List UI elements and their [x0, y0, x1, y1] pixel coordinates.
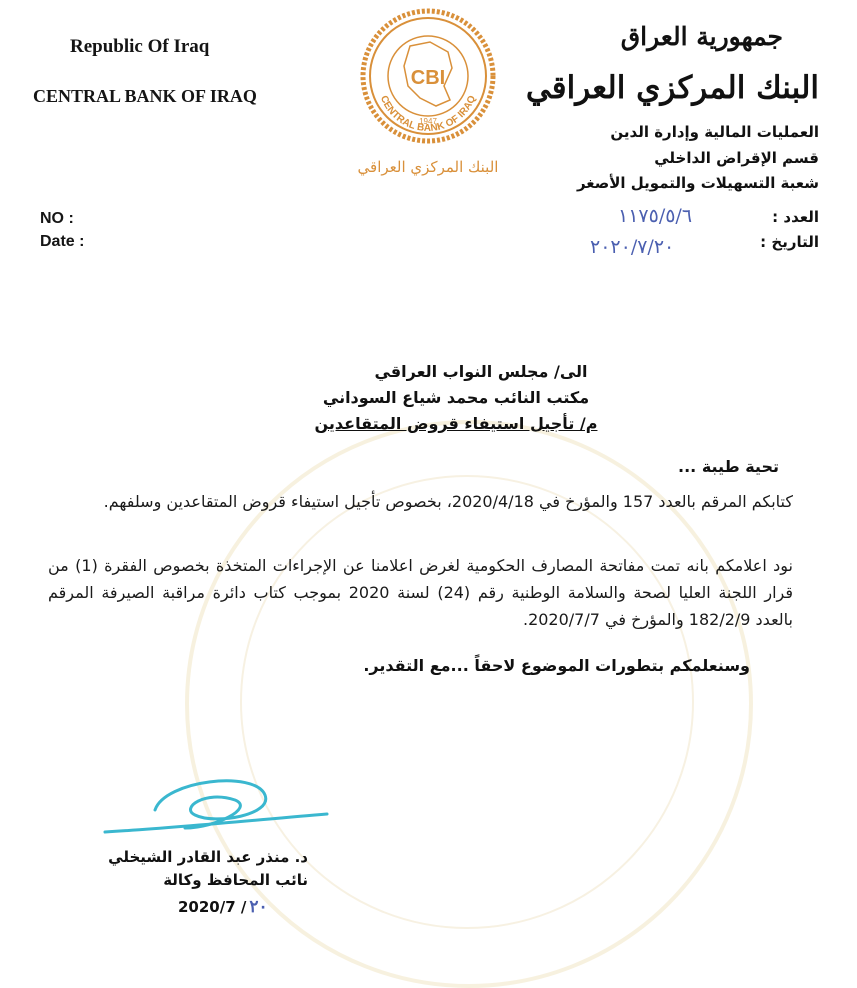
signatory-title: نائب المحافظ وكالة: [163, 871, 308, 889]
number-value-handwritten: ١١٧٥/٥/٦: [618, 205, 693, 227]
paragraph-reference: كتابكم المرقم بالعدد 157 والمؤرخ في 2020/4/18، بخصوص تأجيل استيفاء قروض المتقاعدين وسلفهم.: [103, 492, 793, 511]
cbi-logo: [358, 6, 498, 186]
number-label-ar: العدد :: [772, 208, 819, 226]
republic-title-ar: جمهورية العراق: [620, 22, 783, 51]
date-label-ar: التاريخ :: [760, 233, 819, 251]
date-label-en: Date :: [40, 233, 85, 250]
addressee-to: الى/ مجلس النواب العراقي: [374, 362, 588, 381]
greeting: تحية طيبة ...: [678, 457, 779, 476]
republic-title-en: Republic Of Iraq: [70, 36, 210, 57]
handwritten-signature: [95, 770, 335, 850]
number-label-en: NO :: [40, 210, 74, 227]
bank-title-ar: البنك المركزي العراقي: [525, 70, 819, 106]
watermark-seal-inner: [240, 475, 694, 929]
bank-title-en: CENTRAL BANK OF IRAQ: [33, 86, 257, 106]
department-line-3: شعبة التسهيلات والتمويل الأصغر: [576, 174, 819, 192]
signature-date-handwritten-day: ٢٠: [249, 897, 268, 917]
date-value-handwritten: ٢٠٢٠/٧/٢٠: [590, 236, 675, 258]
signature-graphic: [95, 770, 335, 850]
closing-line: وسنعلمكم بتطورات الموضوع لاحقاً ...مع التقدير.: [363, 656, 750, 675]
cbi-abbr-text: CBI: [410, 67, 446, 89]
subject-line: م/ تأجيل استيفاء قروض المتقاعدين: [314, 414, 598, 433]
signature-date-printed: 2020/7 /: [178, 898, 247, 916]
signature-date: [178, 897, 268, 917]
department-line-1: العمليات المالية وإدارة الدين: [610, 123, 819, 141]
addressee-office: مكتب النائب محمد شياع السوداني: [322, 388, 590, 407]
signatory-name: د. منذر عبد القادر الشيخلي: [108, 848, 308, 866]
cbi-seal-graphic: [358, 6, 498, 186]
cbi-ring-text: CENTRAL BANK OF IRAQ: [377, 94, 479, 135]
paragraph-main: نود اعلامكم بانه تمت مفاتحة المصارف الحكومية لغرض اعلامنا عن الإجراءات المتخذة بخصوص الفقرة (1) من قرار اللجنة العليا لصحة والسلامة الوطنية رقم (24) لسنة 2020 بموجب كتاب دائرة مراقبة الصيرفة المرقم بالعدد 182/2/9 والمؤرخ في 2020/7/7.: [48, 556, 794, 629]
cbi-calligraphy-text: البنك المركزي العراقي: [358, 158, 498, 176]
cbi-year-text: 1947: [419, 117, 437, 126]
department-line-2: قسم الإقراض الداخلي: [654, 149, 819, 167]
